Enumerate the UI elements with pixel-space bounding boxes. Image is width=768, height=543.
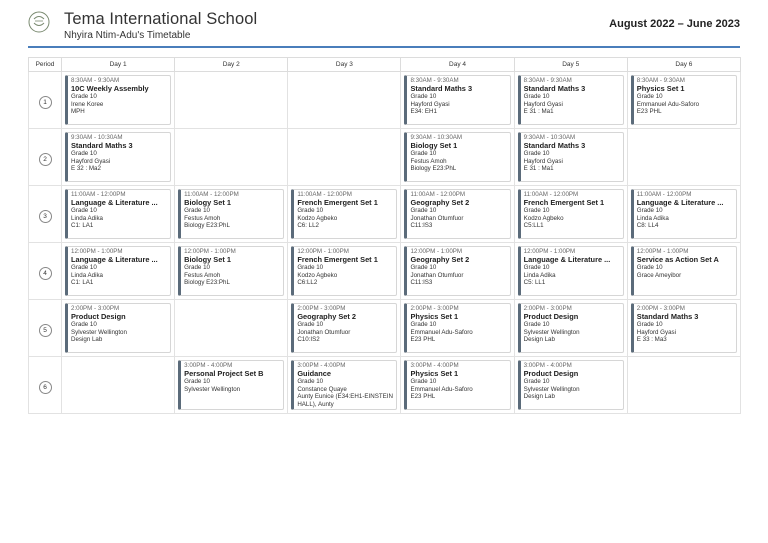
class-grade: Grade 10 xyxy=(297,264,324,272)
timetable-cell xyxy=(62,72,175,129)
timetable-cell xyxy=(514,300,627,357)
timetable-cell xyxy=(514,243,627,300)
class-time: 3:00PM - 4:00PM xyxy=(523,362,572,369)
timetable-cell xyxy=(401,357,514,414)
timetable-grid xyxy=(28,57,741,414)
timetable-cell xyxy=(627,186,740,243)
class-time: 8:30AM - 9:30AM xyxy=(636,77,685,84)
class-room: C6: LL2 xyxy=(297,222,319,230)
period-row xyxy=(29,129,741,186)
class-time: 11:00AM - 12:00PM xyxy=(523,191,579,198)
timetable-cell xyxy=(401,129,514,186)
class-grade: Grade 10 xyxy=(410,207,437,215)
class-card[interactable] xyxy=(404,132,510,182)
class-teacher: Festus Amoh xyxy=(184,214,221,222)
class-room: C1: LA1 xyxy=(71,222,94,230)
class-teacher: Sylvester Wellington xyxy=(523,328,580,336)
day-column-header: Day 2 xyxy=(175,58,288,72)
class-grade: Grade 10 xyxy=(410,378,437,386)
class-grade: Grade 10 xyxy=(523,207,550,215)
class-subject: Standard Maths 3 xyxy=(636,312,699,321)
class-grade: Grade 10 xyxy=(636,321,663,329)
class-room: E 32 : Ma2 xyxy=(71,165,101,173)
class-card[interactable] xyxy=(178,360,284,410)
class-grade: Grade 10 xyxy=(636,264,663,272)
period-row xyxy=(29,72,741,129)
class-grade: Grade 10 xyxy=(410,93,437,101)
class-card[interactable] xyxy=(404,75,510,125)
class-room: Design Lab xyxy=(523,336,555,344)
class-time: 3:00PM - 4:00PM xyxy=(297,362,346,369)
class-room: E23 PHL xyxy=(636,108,662,116)
day-column-header: Day 3 xyxy=(288,58,401,72)
class-time: 11:00AM - 12:00PM xyxy=(410,191,466,198)
period-number-badge: 6 xyxy=(39,381,52,394)
school-name: Tema International School xyxy=(64,10,258,28)
period-number-badge: 4 xyxy=(39,267,52,280)
class-teacher: Jonathan Otumfuor xyxy=(297,328,351,336)
timetable-cell xyxy=(62,129,175,186)
timetable-cell xyxy=(514,186,627,243)
period-number-badge: 5 xyxy=(39,324,52,337)
class-grade: Grade 10 xyxy=(184,378,210,386)
class-time: 8:30AM - 9:30AM xyxy=(410,77,459,84)
timetable-cell xyxy=(627,357,740,414)
class-room: E34: EH1 xyxy=(410,108,437,116)
class-time: 11:00AM - 12:00PM xyxy=(636,191,692,198)
class-time: 9:30AM - 10:30AM xyxy=(410,134,463,141)
timetable-cell xyxy=(288,186,401,243)
class-card[interactable] xyxy=(631,75,737,125)
class-room: E23 PHL xyxy=(410,393,436,401)
class-room: C10:IS2 xyxy=(297,336,320,344)
class-card[interactable] xyxy=(404,360,510,410)
class-grade: Grade 10 xyxy=(523,264,550,272)
class-grade: Grade 10 xyxy=(523,378,550,386)
timetable-cell xyxy=(175,300,288,357)
timetable-cell xyxy=(288,357,401,414)
timetable-cell xyxy=(401,300,514,357)
class-time: 2:00PM - 3:00PM xyxy=(297,305,346,312)
class-card[interactable] xyxy=(65,189,171,239)
class-card[interactable] xyxy=(291,360,397,410)
timetable-cell xyxy=(175,72,288,129)
class-subject: Product Design xyxy=(71,312,126,321)
class-time: 11:00AM - 12:00PM xyxy=(297,191,352,198)
class-grade: Grade 10 xyxy=(523,93,550,101)
class-subject: French Emergent Set 1 xyxy=(523,198,605,207)
class-subject: Biology Set 1 xyxy=(184,255,231,264)
class-room: Biology E23:PhL xyxy=(184,279,230,287)
class-grade: Grade 10 xyxy=(71,93,97,101)
class-room: E 31 : Ma1 xyxy=(523,108,554,116)
class-teacher: Irene Koree xyxy=(71,100,104,108)
class-subject: Guidance xyxy=(297,369,331,378)
class-subject: 10C Weekly Assembly xyxy=(71,84,149,93)
page-header xyxy=(28,0,740,48)
class-card[interactable] xyxy=(631,189,737,239)
class-teacher: Hayford Gyasi xyxy=(71,157,111,165)
class-room: C5: LL1 xyxy=(523,279,546,287)
class-room: C8: LL4 xyxy=(636,222,659,230)
class-room: C1: LA1 xyxy=(71,279,94,287)
timetable-cell xyxy=(288,300,401,357)
class-card[interactable] xyxy=(65,75,171,125)
class-subject: Biology Set 1 xyxy=(410,141,458,150)
period-row xyxy=(29,243,741,300)
class-room: E 33 : Ma3 xyxy=(636,336,667,344)
class-time: 9:30AM - 10:30AM xyxy=(71,134,123,141)
class-time: 12:00PM - 1:00PM xyxy=(71,248,123,255)
timetable-cell xyxy=(175,357,288,414)
class-grade: Grade 10 xyxy=(297,321,324,329)
class-room: C5:LL1 xyxy=(523,222,544,230)
class-card[interactable] xyxy=(178,189,284,239)
class-teacher: Hayford Gyasi xyxy=(410,100,450,108)
class-teacher: Emmanuel Adu-Saforo xyxy=(410,385,473,393)
timetable-cell xyxy=(62,300,175,357)
class-card[interactable] xyxy=(631,303,737,353)
class-subject: Biology Set 1 xyxy=(184,198,231,207)
class-time: 9:30AM - 10:30AM xyxy=(523,134,576,141)
class-teacher: Emmanuel Adu-Saforo xyxy=(636,100,700,108)
class-room: C11:IS3 xyxy=(410,279,433,287)
class-card[interactable] xyxy=(291,303,397,353)
school-crest-icon xyxy=(28,10,50,34)
timetable-cell xyxy=(627,300,740,357)
class-card[interactable] xyxy=(518,360,624,410)
period-cell xyxy=(29,72,62,129)
class-card[interactable] xyxy=(518,303,624,353)
timetable-cell xyxy=(288,243,401,300)
class-teacher: Kodzo Agbeko xyxy=(297,271,338,279)
class-card[interactable] xyxy=(518,132,624,182)
class-grade: Grade 10 xyxy=(184,207,210,215)
class-teacher: Linda Adika xyxy=(523,271,556,279)
class-teacher: Kodzo Agbeko xyxy=(297,214,338,222)
class-card[interactable] xyxy=(178,246,284,296)
timetable-cell xyxy=(62,186,175,243)
class-subject: Product Design xyxy=(523,369,579,378)
timetable-cell xyxy=(62,243,175,300)
date-range: August 2022 – June 2023 xyxy=(609,18,740,30)
class-card[interactable] xyxy=(65,246,171,296)
period-cell xyxy=(29,357,62,414)
class-subject: Physics Set 1 xyxy=(636,84,685,93)
class-subject: Standard Maths 3 xyxy=(523,141,586,150)
timetable-cell xyxy=(627,243,740,300)
class-grade: Grade 10 xyxy=(71,321,97,329)
timetable-owner: Nhyira Ntim-Adu's Timetable xyxy=(64,30,191,41)
class-card[interactable] xyxy=(518,189,624,239)
timetable-cell xyxy=(514,72,627,129)
timetable-cell xyxy=(401,72,514,129)
class-subject: Geography Set 2 xyxy=(297,312,357,321)
class-subject: Service as Action Set A xyxy=(636,255,719,264)
period-cell xyxy=(29,129,62,186)
class-subject: Personal Project Set B xyxy=(184,369,264,378)
class-grade: Grade 10 xyxy=(636,207,663,215)
timetable-cell xyxy=(175,186,288,243)
class-teacher: Hayford Gyasi xyxy=(523,100,563,108)
class-subject: Language & Literature ... xyxy=(523,255,611,264)
period-column-header: Period xyxy=(29,58,62,72)
class-room: MPH xyxy=(71,108,85,116)
class-subject: Geography Set 2 xyxy=(410,198,470,207)
class-subject: French Emergent Set 1 xyxy=(297,255,378,264)
class-teacher: Grace Ameyibor xyxy=(636,271,682,279)
class-time: 12:00PM - 1:00PM xyxy=(184,248,236,255)
class-teacher: Linda Adika xyxy=(71,214,103,222)
class-subject: French Emergent Set 1 xyxy=(297,198,378,207)
class-grade: Grade 10 xyxy=(410,264,437,272)
class-card[interactable] xyxy=(518,246,624,296)
class-grade: Grade 10 xyxy=(184,264,210,272)
class-card[interactable] xyxy=(404,189,510,239)
class-teacher: Jonathan Otumfuor xyxy=(410,214,464,222)
class-time: 11:00AM - 12:00PM xyxy=(184,191,239,198)
class-teacher: Festus Amoh xyxy=(184,271,221,279)
class-subject: Physics Set 1 xyxy=(410,312,459,321)
day-header-row xyxy=(29,58,741,72)
day-column-header: Day 6 xyxy=(627,58,740,72)
class-teacher: Festus Amoh xyxy=(410,157,447,165)
class-teacher: Sylvester Wellington xyxy=(523,385,580,393)
class-time: 12:00PM - 1:00PM xyxy=(410,248,463,255)
period-row xyxy=(29,357,741,414)
class-subject: Standard Maths 3 xyxy=(71,141,133,150)
period-row xyxy=(29,300,741,357)
period-cell xyxy=(29,243,62,300)
class-time: 8:30AM - 9:30AM xyxy=(523,77,572,84)
class-grade: Grade 10 xyxy=(71,207,97,215)
class-room: Aunty Eunice (E34:EH1-EINSTEIN HALL), Aunty xyxy=(297,393,393,408)
class-card[interactable] xyxy=(518,75,624,125)
period-number-badge: 1 xyxy=(39,96,52,109)
class-grade: Grade 10 xyxy=(410,321,437,329)
class-time: 2:00PM - 3:00PM xyxy=(523,305,572,312)
class-teacher: Sylvester Wellington xyxy=(184,385,241,393)
class-subject: Standard Maths 3 xyxy=(523,84,586,93)
timetable-cell xyxy=(401,243,514,300)
class-teacher: Constance Quaye xyxy=(297,385,347,393)
class-card[interactable] xyxy=(404,246,510,296)
class-time: 11:00AM - 12:00PM xyxy=(71,191,126,198)
timetable-cell xyxy=(288,129,401,186)
day-column-header: Day 4 xyxy=(401,58,514,72)
class-time: 12:00PM - 1:00PM xyxy=(636,248,689,255)
class-room: Biology E23:PhL xyxy=(410,165,457,173)
class-time: 8:30AM - 9:30AM xyxy=(71,77,120,84)
class-subject: Standard Maths 3 xyxy=(410,84,473,93)
class-card[interactable] xyxy=(65,132,171,182)
class-card[interactable] xyxy=(631,246,737,296)
day-column-header: Day 5 xyxy=(514,58,627,72)
class-room: Biology E23:PhL xyxy=(184,222,230,230)
class-room: Design Lab xyxy=(71,336,103,344)
class-room: E23 PHL xyxy=(410,336,436,344)
class-subject: Geography Set 2 xyxy=(410,255,470,264)
class-time: 2:00PM - 3:00PM xyxy=(410,305,459,312)
class-teacher: Jonathan Otumfuor xyxy=(410,271,464,279)
class-teacher: Hayford Gyasi xyxy=(523,157,563,165)
period-cell xyxy=(29,300,62,357)
class-grade: Grade 10 xyxy=(71,264,97,272)
class-teacher: Linda Adika xyxy=(636,214,669,222)
timetable-cell xyxy=(62,357,175,414)
timetable-cell xyxy=(401,186,514,243)
class-subject: Language & Literature ... xyxy=(71,255,158,264)
class-grade: Grade 10 xyxy=(636,93,663,101)
class-subject: Language & Literature ... xyxy=(71,198,158,207)
class-time: 2:00PM - 3:00PM xyxy=(636,305,685,312)
class-room: Design Lab xyxy=(523,393,555,401)
timetable-cell xyxy=(627,129,740,186)
class-room: C11:IS3 xyxy=(410,222,433,230)
class-subject: Language & Literature ... xyxy=(636,198,724,207)
timetable-cell xyxy=(514,129,627,186)
timetable-cell xyxy=(288,72,401,129)
class-teacher: Hayford Gyasi xyxy=(636,328,676,336)
class-card[interactable] xyxy=(291,246,397,296)
period-row xyxy=(29,186,741,243)
timetable-cell xyxy=(514,357,627,414)
timetable-cell xyxy=(627,72,740,129)
class-time: 3:00PM - 4:00PM xyxy=(410,362,459,369)
class-card[interactable] xyxy=(404,303,510,353)
timetable-cell xyxy=(175,129,288,186)
class-room: C6:LL2 xyxy=(297,279,318,287)
timetable-cell xyxy=(175,243,288,300)
class-grade: Grade 10 xyxy=(297,207,324,215)
day-column-header: Day 1 xyxy=(62,58,175,72)
class-time: 12:00PM - 1:00PM xyxy=(297,248,349,255)
period-number-badge: 2 xyxy=(39,153,52,166)
class-subject: Physics Set 1 xyxy=(410,369,459,378)
class-time: 3:00PM - 4:00PM xyxy=(184,362,233,369)
class-grade: Grade 10 xyxy=(523,321,550,329)
class-teacher: Sylvester Wellington xyxy=(71,328,127,336)
class-teacher: Linda Adika xyxy=(71,271,103,279)
period-cell xyxy=(29,186,62,243)
class-subject: Product Design xyxy=(523,312,579,321)
class-room: E 31 : Ma1 xyxy=(523,165,554,173)
class-teacher: Emmanuel Adu-Saforo xyxy=(410,328,473,336)
class-grade: Grade 10 xyxy=(410,150,437,158)
class-grade: Grade 10 xyxy=(523,150,550,158)
class-card[interactable] xyxy=(65,303,171,353)
class-card[interactable] xyxy=(291,189,397,239)
class-grade: Grade 10 xyxy=(297,378,324,386)
class-teacher: Kodzo Agbeko xyxy=(523,214,564,222)
class-time: 12:00PM - 1:00PM xyxy=(523,248,576,255)
class-grade: Grade 10 xyxy=(71,150,97,158)
period-number-badge: 3 xyxy=(39,210,52,223)
class-time: 2:00PM - 3:00PM xyxy=(71,305,120,312)
